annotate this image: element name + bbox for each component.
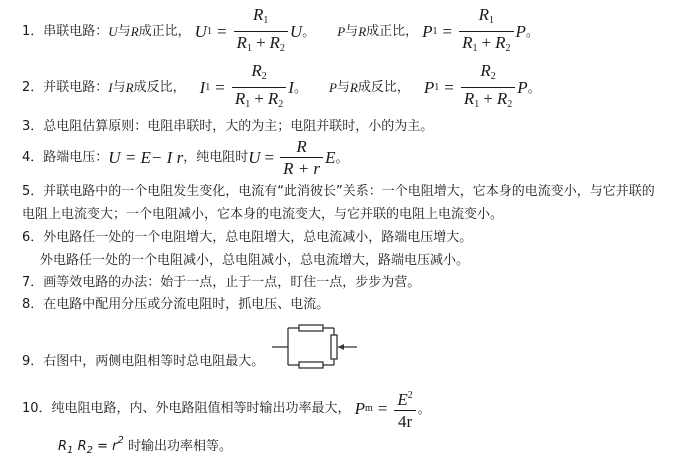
item-6-line-2	[40, 252, 469, 270]
circuit-diagram	[272, 320, 372, 370]
formula-p1: P 1 = $\frac{R_1}{R_1 + R_2}$ P 。	[422, 5, 539, 60]
fraction: $\frac{R_2}{R_1 + R_2}$	[461, 61, 515, 116]
circuit-diagram-icon	[272, 320, 372, 370]
equation-text: = r	[92, 439, 118, 454]
item-text: 与	[345, 24, 359, 39]
item-5-line-2	[22, 206, 503, 224]
item-number: 5．	[22, 184, 44, 199]
fraction: $\frac{R_1}{R_1 + R_2}$	[234, 5, 288, 60]
item-1	[22, 4, 539, 54]
item-text: 并联电路：	[43, 80, 109, 95]
item-text: 在电路中配用分压或分流电阻时，抓电压、电流。	[43, 297, 330, 312]
item-number: 7．	[22, 275, 44, 290]
var-u: U	[108, 24, 118, 39]
item-text: 成反比，	[133, 80, 186, 95]
var-r: R	[125, 80, 134, 95]
formula-terminal-voltage: U = E− I r	[108, 148, 184, 167]
item-text: 总电阻估算原则：电阻串联时，大的为主；电阻并联时，小的为主。	[43, 119, 434, 134]
item-4	[22, 138, 348, 178]
fraction: $\frac{R}{R + r}$	[280, 137, 323, 180]
var-r1: R	[58, 439, 68, 454]
item-text: 电阻上电流变大；一个电阻减小，它本身的电流变大，与它并联的电阻上电流变小。	[22, 207, 504, 222]
formula-i1: I 1 = $\frac{R_2}{R_1 + R_2}$ I 。	[200, 61, 307, 116]
item-text: 画等效电路的办法：始于一点，止于一点，盯住一点，步步为营。	[43, 275, 421, 290]
item-text: 右图中，两侧电阻相等时总电阻最大。	[43, 354, 265, 369]
item-7	[22, 274, 420, 292]
item-number: 6．	[22, 230, 44, 245]
item-text: 路端电压：	[43, 150, 109, 165]
item-10-line-2: $R_1$ $R_2 = r^2$ 时输出功率相等。	[58, 435, 233, 456]
item-5-line-1	[22, 183, 655, 201]
item-number: 3．	[22, 119, 44, 134]
item-text: 与	[117, 24, 131, 39]
item-number: 2．	[22, 80, 44, 95]
fraction: $\frac{R_1}{R_1 + R_2}$	[459, 5, 513, 60]
fraction: $\frac{R_2}{R_1 + R_2}$	[232, 61, 286, 116]
item-6-line-1	[22, 229, 472, 247]
item-number: 9．	[22, 354, 44, 369]
formula-p1: P 1 = $\frac{R_2}{R_1 + R_2}$ P 。	[424, 61, 541, 116]
item-number: 10．	[22, 401, 52, 416]
formula-pure-resistor: U = $\frac{R}{R + r}$ E 。	[248, 136, 349, 178]
item-text: ，纯电阻时	[183, 150, 249, 165]
item-text: 与	[336, 80, 350, 95]
var-i: I	[108, 80, 113, 95]
item-text: 成反比，	[357, 80, 410, 95]
item-3	[22, 118, 433, 136]
item-text: 纯电阻电路，内、外电路阻值相等时输出功率最大，	[51, 401, 351, 416]
formula-u1: U 1 = $\frac{R_1}{R_1 + R_2}$ U 。	[195, 5, 316, 60]
var-r: R	[349, 80, 358, 95]
var-p: P	[328, 80, 337, 95]
var-r: R	[358, 24, 367, 39]
item-text: 外电路任一处的一个电阻减小，总电阻减小，总电流增大，路端电压减小。	[40, 253, 470, 268]
item-text: 成正比，	[138, 24, 191, 39]
item-number: 4．	[22, 150, 44, 165]
item-number: 8．	[22, 297, 44, 312]
item-number: 1．	[22, 24, 44, 39]
var-r2: R	[77, 439, 87, 454]
item-text: 串联电路：	[43, 24, 109, 39]
var-p: P	[337, 24, 346, 39]
fraction: $\frac{E^2}{4r}$	[394, 386, 415, 433]
item-8	[22, 296, 329, 314]
var-r: R	[130, 24, 139, 39]
item-2	[22, 60, 541, 110]
item-text: 时输出功率相等。	[123, 439, 233, 454]
item-9	[22, 353, 264, 371]
item-10	[22, 388, 431, 430]
item-text: 并联电路中的一个电阻发生变化，电流有“此消彼长”关系：一个电阻增大，它本身的电流变小，与它并联的	[43, 184, 655, 199]
item-text: 成正比，	[366, 24, 419, 39]
formula-max-power: P m = $\frac{E^2}{4r}$ 。	[355, 386, 431, 433]
item-text: 外电路任一处的一个电阻增大，总电阻增大，总电流减小，路端电压增大。	[43, 230, 473, 245]
item-text: 与	[112, 80, 126, 95]
